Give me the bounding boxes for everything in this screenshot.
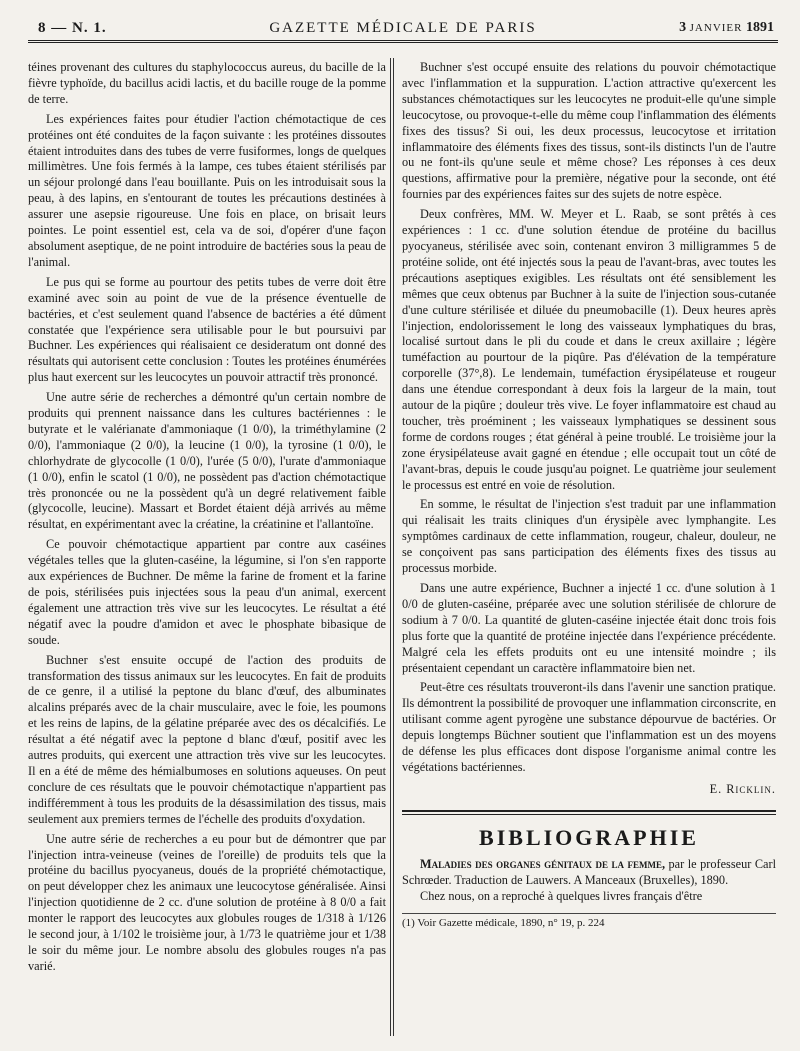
bibliography-text: Chez nous, on a reproché à quelques livres français d'être (420, 888, 703, 903)
paragraph: Buchner s'est occupé ensuite des relations du pouvoir chémotactique avec l'inflammation et la suppuration. L'action attractive qu'exercent les substances chémotactiques sur les leucocytes ne produit-elle qu'une simple leucocytose, ou provoque-t-elle du même coup l'inflammation des éléments fixes des tissus? Si oui, les deux processus, leucocytose et irritation inflammatoire des éléments fixes des tissus, sont-ils distincts l'un de l'autre ou ne font-ils qu'une seule et même chose? Les réponses à ces deux questions, affirmative pour la première, négative pour la seconde, ont été fournies par des expériences faites sur des sujets de notre espèce. (402, 60, 776, 202)
section-rule (402, 810, 776, 815)
journal-title: GAZETTE MÉDICALE DE PARIS (269, 20, 537, 36)
paragraph: téines provenant des cultures du staphylococcus aureus, du bacille de la fièvre typhoïde, du bacillus acidi lactis, et du bacille rouge de la pomme de terre. (28, 60, 386, 106)
date-day: 3 (679, 20, 687, 35)
paragraph: Ce pouvoir chémotactique appartient par contre aux caséines végétales telles que la gluten-caséine, la légumine, si l'on s'en rapporte aux expériences de Buchner. De même la farine de froment et la farine de pois, stérilisées puis injectées sous la peau d'un animal, exercent également une attraction très vive sur les leucocytes. Le résultat a été négatif avec la poudre d'amidon et avec le phosphate bibasique de soude. (28, 537, 386, 647)
left-column (28, 60, 386, 1040)
paragraph: Les expériences faites pour étudier l'action chémotactique de ces protéines ont été conduites de la façon suivante : les protéines dissoutes étaient introduites dans des tubes de verre fusiformes, longs de quelques millimètres. Une fois fermés à la lampe, ces tubes étaient stérilisés par un séjour prolongé dans l'eau bouillante. Puis on les introduisait sous la peau, à des lapins, en s'entourant de toutes les précautions destinées à assurer une asepsie rigoureuse. Une fois en place, on brisait leurs pointes. Le point essentiel est, cela va de soi, d'opérer d'une façon absolument aseptique, de ne point introduire de bactéries sous la peau de l'animal. (28, 111, 386, 269)
footnote: (1) Voir Gazette médicale, 1890, n° 19, p. 224 (402, 913, 776, 932)
issue-date (679, 20, 774, 36)
page-header (28, 12, 778, 43)
date-month: JANVIER (689, 22, 743, 34)
book-details: par le professeur Carl Schrœder. Traduction de Lauwers. A Manceaux (Bruxelles), 1890. (402, 856, 776, 887)
bibliography-heading: BIBLIOGRAPHIE (479, 824, 699, 850)
bibliography-entry (402, 857, 776, 889)
book-title: Maladies des organes génitaux de la femme, (420, 856, 666, 871)
paragraph: En somme, le résultat de l'injection s'est traduit par une inflammation qui réalisait les traits cliniques d'un érysipèle avec lymphangite. Les symptômes cardinaux de cette inflammation, rougeur, chaleur, douleur, ne se conçoivent pas sans participation des éléments fixes des tissus au processus morbide. (402, 497, 776, 576)
column-divider (390, 58, 394, 1036)
paragraph: Buchner s'est ensuite occupé de l'action des produits de transformation des tissus animaux sur les leucocytes. En fait de produits de ce genre, il a utilisé la peptone du blanc d'œuf, des albuminates alcalins préparés avec de la chair musculaire, avec le foie, les poumons et les reins de lapins, de la gélatine préparée avec des os décalcifiés. Le résultat a été négatif avec la peptone d blanc d'œuf, positif avec les autres produits, qui exercent une attraction très vive sur les leucocytes. Il en a été de même des hémialbumoses en solutions aqueuses. On peut conclure de ces résultats que le pouvoir chémotactique n'appartient pas indifféremment à tous les produits de la désassimilation des tissus, mais seulement aux premiers termes de l'échelle des produits d'oxydation. (28, 652, 386, 826)
paragraph: Une autre série de recherches a eu pour but de démontrer que par l'injection intra-veineuse (veines de l'oreille) de produits tels que la protéine du bacillus pyocyaneus, doués de la propriété chémotactique, on peut développer chez les animaux une leucocytose généralisée. Ainsi l'injection quotidienne de 2 cc. d'une solution de protéine à 8 0/0 a fait monter le rapport des leucocytes aux globules rouges de 1/318 à 1/126 le second jour, à 1/102 le troisième jour, à 1/73 le quatrième jour et 1/38 le soir du même jour. Le nombre absolu des globules rouges n'a pas varié. (28, 831, 386, 973)
author-signature: E. Ricklin. (709, 781, 776, 796)
page-number: 8 — N. 1. (38, 20, 107, 36)
paragraph: Dans une autre expérience, Buchner a injecté 1 cc. d'une solution à 1 0/0 de gluten-caséine, préparée avec une solution stérilisée de chlorure de sodium à 7 0/0. La quantité de gluten-caséine injectée était donc trois fois plus forte que la quantité de protéine injectée dans l'expérience précédente. Malgré cela les effets produits ont eu une intensité moindre ; ils présentaient cependant un caractère inflammatoire bien net. (402, 581, 776, 675)
date-year: 1891 (746, 20, 774, 35)
right-column (402, 60, 776, 931)
paragraph: Peut-être ces résultats trouveront-ils dans l'avenir une sanction pratique. Ils démontrent la possibilité de provoquer une inflammation circonscrite, en utilisant comme agent pyrogène une substance dépourvue de bactéries. Or depuis longtemps Büchner soutient que l'inflammation est un des moyens de défense les plus efficaces dont dispose l'organisme animal contre les végétations bactériennes. (402, 680, 776, 774)
paragraph: Une autre série de recherches a démontré qu'un certain nombre de produits qui prennent naissance dans les cultures bactériennes : le butyrate et le valérianate d'ammoniaque (1 0/0), la triméthylamine (2 0/0), l'ammoniaque (2 0/0), la leucine (1 0/0), la tyrosine (1 0/0), le chlorhydrate de glycocolle (1 0/0), l'urée (5 0/0), l'urate d'ammoniaque (1 0/0), enfin le scatol (1 0/0), ne possèdent pas d'action chémotactique très prononcée ou ne la possèdent qu'à un degré relativement faible (glycocolle, leucine). Massart et Bordet étaient déjà arrivés au même résultat, en expérimentant avec la créatine, la créatinine et l'allantoïne. (28, 390, 386, 532)
paragraph: Le pus qui se forme au pourtour des petits tubes de verre doit être examiné avec soin au point de vue de la présence éventuelle de bactéries, et c'est seulement quand l'absence de bactéries a été dûment constatée que l'expérience sera utilisable pour le but poursuivi par Buchner. Les expériences qui réalisaient ce desideratum ont donné des résultats qui autorisent cette conclusion : Toutes les protéines énumérées plus haut exercent sur les leucocytes un pouvoir attractif très prononcé. (28, 274, 386, 385)
paragraph: Deux confrères, MM. W. Meyer et L. Raab, se sont prêtés à ces expériences : 1 cc. d'une solution étendue de protéine du bacillus pyocyaneus, stérilisée avec soin, contenant environ 3 milligrammes 5 de protéine solide, ont été injectés sous la peau de l'avant-bras, avec toutes les précautions aseptiques exigibles. Les résultats ont été sensiblement les mêmes que ceux obtenus par Buchner à la suite de l'injection sous-cutanée d'une culture stérilisée et diluée du pneumobacille (1). Deux heures après l'injection, endolorissement le long des vaisseaux lymphatiques du bras, localisé surtout dans le pli du coude et dans le creux axillaire ; légère tuméfaction au pourtour de la piqûre. Pas d'élévation de la température corporelle (37°,8). Le lendemain, tuméfaction érysipélateuse et rougeur dans une étendue correspondant à deux fois la largeur de la main, tout autour de la piqûre ; douleur très vive. Le foyer inflammatoire est chaud au toucher, très proéminent ; les vaisseaux lymphatiques se dessinent sous forme de cordons rouges ; état général à peine troublé. Le troisième jour la zone érysipélateuse avait gagné en étendue ; elle occupait tout un côté de l'avant-bras, depuis le coude jusqu'au poignet. Le quatrième jour seulement le processus est entré en voie de résolution. (402, 207, 776, 492)
